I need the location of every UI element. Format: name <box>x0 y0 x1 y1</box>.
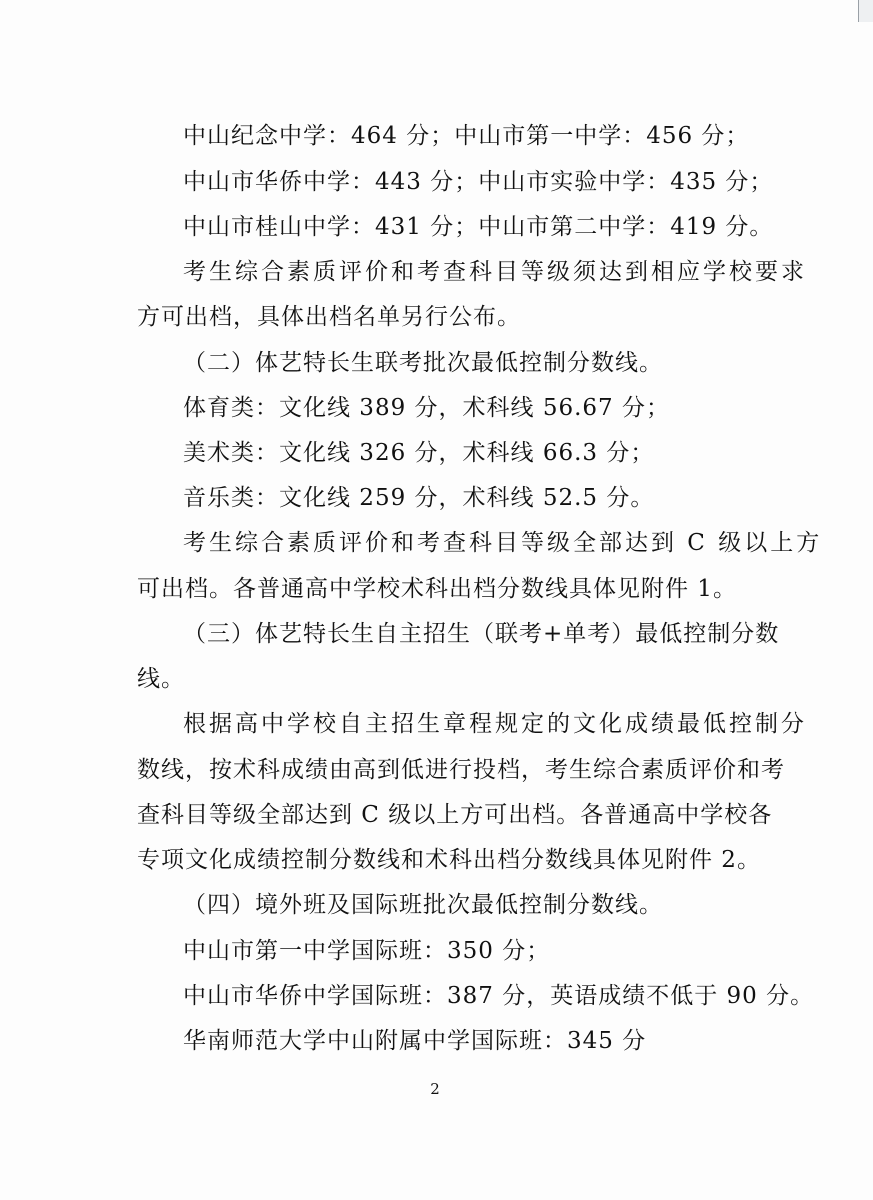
paragraph-requirement-line-1: 考生综合素质评价和考查科目等级须达到相应学校要求 <box>183 259 807 285</box>
paragraph-autonomous-line-2: 数线，按术科成绩由高到低进行投档，考生综合素质评价和考 <box>137 757 785 783</box>
school-scores-line-2: 中山市华侨中学：443 分；中山市实验中学：435 分； <box>183 169 774 195</box>
section-heading-4: （四）境外班及国际班批次最低控制分数线。 <box>183 892 663 918</box>
school-scores-line-3: 中山市桂山中学：431 分；中山市第二中学：419 分。 <box>183 214 774 240</box>
section-heading-3-line-1: （三）体艺特长生自主招生（联考+单考）最低控制分数 <box>183 621 780 647</box>
paragraph-requirement-line-2: 方可出档，具体出档名单另行公布。 <box>137 304 521 330</box>
section-heading-2: （二）体艺特长生联考批次最低控制分数线。 <box>183 350 663 376</box>
paragraph-grade-line-1: 考生综合素质评价和考查科目等级全部达到 C 级以上方 <box>183 530 823 556</box>
paragraph-grade-line-2: 可出档。各普通高中学校术科出档分数线具体见附件 1。 <box>137 576 737 602</box>
paragraph-autonomous-line-3: 查科目等级全部达到 C 级以上方可出档。各普通高中学校各 <box>137 802 773 828</box>
international-class-line-1: 中山市第一中学国际班：350 分； <box>183 938 551 964</box>
music-score-line: 音乐类：文化线 259 分，术科线 52.5 分。 <box>183 485 655 511</box>
paragraph-autonomous-line-1: 根据高中学校自主招生章程规定的文化成绩最低控制分 <box>183 711 807 737</box>
sports-score-line: 体育类：文化线 389 分，术科线 56.67 分； <box>183 395 670 421</box>
paragraph-autonomous-line-4: 专项文化成绩控制分数线和术科出档分数线具体见附件 2。 <box>137 847 761 873</box>
page-number: 2 <box>430 1080 440 1098</box>
scan-edge-mark <box>858 0 873 22</box>
international-class-line-2: 中山市华侨中学国际班：387 分，英语成绩不低于 90 分。 <box>183 983 815 1009</box>
art-score-line: 美术类：文化线 326 分，术科线 66.3 分； <box>183 440 655 466</box>
school-scores-line-1: 中山纪念中学：464 分；中山市第一中学：456 分； <box>183 123 750 149</box>
international-class-line-3: 华南师范大学中山附属中学国际班：345 分 <box>183 1028 647 1054</box>
section-heading-3-line-2: 线。 <box>137 666 185 692</box>
